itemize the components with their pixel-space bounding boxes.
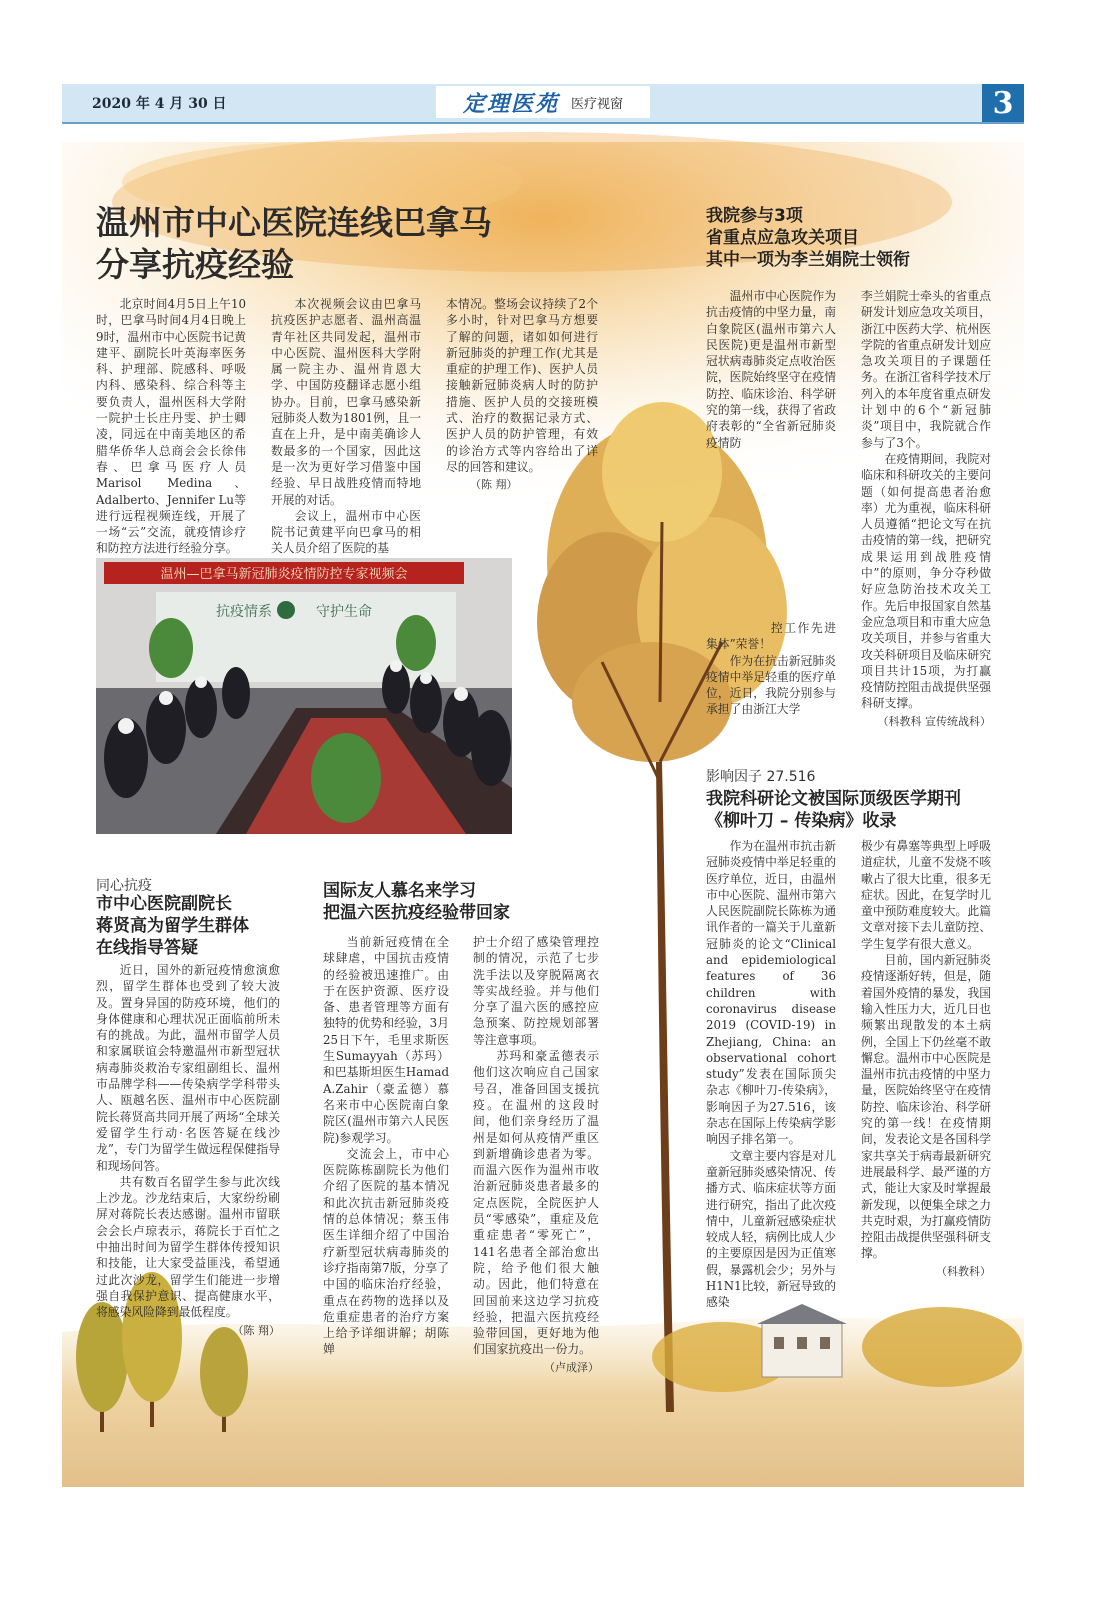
article3-kicker: 影响因子 27.516	[706, 769, 816, 785]
article3-column2: 极少有鼻塞等典型上呼吸道症状，儿童不发烧不咳嗽占了很大比重，很多无症状。因此，在复学时儿童中预防难度较大。此篇文章对接下去儿童防控、学生复学有很大意义。 目前，国内新冠肺炎疫情逐渐好转，但是，随着国外疫情的暴发，我国输入性压力大，近几日也频繁出现散发的本土病例，全国上下仍丝毫不敢懈怠。温州市中心医院是温州市抗击疫情的中坚力量，医院始终坚守在疫情防控、临床诊治、科学研究的第一线！在疫情期间，发表论文是各国科学家共享关于病毒最新研究进展最科学、最严谨的方式，能让大家及时掌握最新发现，以便集全球之力共克时艰，为打赢疫情防控阻击战提供坚强科研支撑。 （科教科）	[861, 838, 991, 1300]
article1-column1: 北京时间4月5日上午10时，巴拿马时间4月4日晚上9时，温州市中心医院书记黄建平、副院长叶英海率医务科、护理部、院感科、呼吸内科、感染科、综合科等主要负责人，温州医科大学附一院护士长庄丹雯、护士卿凌，同远在中南美地区的希腊华侨华人总商会会长徐伟春、巴拿马医疗人员Marisol Medina、Adalberto、Jennifer Lu等进行远程视频连线，开展了一场“云”交流，就疫情诊疗和防控方法进行经验分享。	[96, 297, 246, 556]
article2-title	[706, 205, 910, 271]
article5-column2: 护士介绍了感染管理控制的情况，示范了七步洗手法以及穿脱隔离衣等实战经验。并与他们分享了温六医的感控应急预案、防控规划部署等注意事项。 苏玛和豪孟德表示他们这次响应自己国家号召，准备回国支援抗疫。在温州的这段时间，他们亲身经历了温州是如何从疫情严重区到新增确诊患者为零。而温六医作为温州市收治新冠肺炎患者最多的定点医院，全院医护人员“零感染”，重症及危重症患者“零死亡”，141名患者全部治愈出院，给予他们很大触动。因此，他们特意在回国前来这边学习抗疫经验，把温六医抗疫经验带回国，更好地为他们国家抗疫出一份力。 （卢成泽）	[473, 934, 599, 1364]
article4-kicker: 同心抗疫	[96, 878, 152, 894]
page-number: 3	[982, 84, 1024, 122]
article4-title-line3: 在线指导答疑	[96, 938, 198, 958]
article5-title-line2: 把温六医抗疫经验带回家	[323, 903, 510, 923]
article1-title	[96, 202, 492, 286]
article3-title-line2: 《柳叶刀 – 传染病》收录	[706, 811, 897, 831]
article3-title	[706, 788, 961, 832]
article2-title-line2: 省重点应急攻关项目	[706, 228, 859, 248]
masthead	[436, 86, 650, 118]
masthead-logo: 定理医苑	[462, 90, 559, 117]
article4-title-line2: 蒋贤高为留学生群体	[96, 916, 249, 936]
article5-byline: （卢成泽）	[544, 1360, 599, 1374]
article1-title-line1: 温州市中心医院连线巴拿马	[96, 203, 492, 242]
section-name: 医疗视窗	[571, 96, 624, 112]
article1-column3: 本情况。整场会议持续了2个多小时，针对巴拿马方想要了解的问题，诸如如何进行新冠肺炎的护理工作(尤其是重症的护理工作)、医护人员接触新冠肺炎病人时的防护措施、医护人员的交接班模式、治疗的数据记录方式、医护人员的防护管理，有效的诊治方式等内容给出了详尽的回答和建议。 （陈 翔）	[446, 296, 598, 536]
hospital-emblem-icon	[277, 601, 295, 619]
article5-column1: 当前新冠疫情在全球肆虐，中国抗击疫情的经验被迅速推广。由于在医护资源、医疗设备、患者管理等方面有独特的优势和经验，3月25日下午，毛里求斯医生Sumayyah（苏玛）和巴基斯坦医生Hamad A.Zahir（豪孟德）慕名来市中心医院南白象院区(温州市第六人民医院)参观学习。 交流会上，市中心医院陈栋副院长为他们介绍了医院的基本情况和此次抗击新冠肺炎疫情的总体情况；蔡玉伟医生详细介绍了中国治疗新型冠状病毒肺炎的诊疗指南第7版，分享了中国的临床治疗经验，重点在药物的选择以及危重症患者的治疗方案上给予详细讲解；胡陈婵	[323, 935, 449, 1357]
photo-banner-text: 温州—巴拿马新冠肺炎疫情防控专家视频会	[160, 567, 408, 582]
article1-byline: （陈 翔）	[470, 478, 518, 492]
video-conference-photo	[96, 558, 512, 834]
article5-title-line1: 国际友人慕名来学习	[323, 881, 476, 901]
article3-byline: （科教科）	[936, 1264, 991, 1278]
tree-trunk	[656, 762, 674, 1412]
article2-title-line3: 其中一项为李兰娟院士领衔	[706, 250, 910, 270]
article2-column1-top: 温州市中心医院作为抗击疫情的中坚力量，南白象院区(温州市第六人民医院)更是温州市新型冠状病毒肺炎定点收治医院，医院始终坚守在疫情防控、临床诊治、科学研究的第一线，获得了省政府表彰的“全省新冠肺炎疫情防	[706, 289, 836, 450]
article4-body: 近日，国外的新冠疫情愈演愈烈，留学生群体也受到了较大波及。置身异国的防疫环境，他们的身体健康和心理状况正面临前所未有的挑战。为此，温州市留学人员和家属联谊会特邀温州市新型冠状病毒肺炎救治专家组副组长、温州市品牌学科——传染病学学科带头人、瓯越名医、温州市中心医院副院长蒋贤高共同开展了两场“全球关爱留学生行动·名医答疑在线沙龙”，专门为留学生做远程保健指导和现场问答。 共有数百名留学生参与此次线上沙龙。沙龙结束后，大家纷纷刷屏对蒋院长表达感谢。温州市留联会会长卢琼表示，蒋院长于百忙之中抽出时间为留学生群体传授知识和技能，让大家受益匪浅，希望通过此次沙龙，留学生们能进一步增强自我保护意识、提高健康水平，将感染风险降到最低程度。 （陈 翔）	[96, 962, 280, 1338]
article1-title-line2: 分享抗疫经验	[96, 245, 294, 284]
article4-byline: （陈 翔）	[232, 1323, 280, 1337]
header-rule	[62, 122, 1024, 124]
photo-wall-text-right: 守护生命	[316, 604, 372, 620]
article2-column1-bottom: 控工作先进集体”荣誉！ 作为在抗击新冠肺炎疫情中举足轻重的医疗单位，近日，我院分别参与承担了由浙江大学	[706, 621, 836, 717]
photo-wall-text-left: 抗疫情系	[216, 604, 272, 620]
article5-title	[323, 880, 510, 924]
article4-title	[96, 893, 249, 959]
article1-column2: 本次视频会议由巴拿马抗疫医护志愿者、温州高温青年社区共同发起，温州市中心医院、温州医科大学附属一院主办、温州肯恩大学、中国防疫翻译志愿小组协办。目前，巴拿马感染新冠肺炎人数为1801例，且一直在上升，是中南美确诊人数最多的一个国家，因此这是一次为更好学习借鉴中国经验、早日战胜疫情而特地开展的对话。 会议上，温州市中心医院书记黄建平向巴拿马的相关人员介绍了医院的基	[271, 297, 421, 556]
article2-title-line1: 我院参与3项	[706, 206, 803, 226]
article2-byline: （科教科 宣传统战科）	[877, 714, 991, 728]
article3-title-line1: 我院科研论文被国际顶级医学期刊	[706, 789, 961, 809]
article2-column2: 李兰娟院士牵头的省重点研发计划应急攻关项目，浙江中医药大学、杭州医学院的省重点研发计划应急攻关项目的子课题任务。在浙江省科学技术厅列入的本年度省重点研发计划中的6个“新冠肺炎”项目中，我院就合作参与了3个。 在疫情期间，我院对临床和科研攻关的主要问题（如何提高患者治愈率）尤为重视，临床科研人员遵循“把论文写在抗击疫情的第一线，把研究成果运用到战胜疫情中”的原则，争分夺秒做好应急防治技术攻关工作。先后申报国家自然基金应急项目和市重大应急攻关项目，并参与省重大攻关科研项目及临床研究项目共计15项，为打赢疫情防控阻击战提供坚强科研支撑。 （科教科 宣传统战科）	[861, 288, 991, 730]
issue-date: 2020 年 4 月 30 日	[92, 96, 227, 112]
article4-title-line1: 市中心医院副院长	[96, 894, 232, 914]
article3-column1: 作为在温州市抗击新冠肺炎疫情中举足轻重的医疗单位，近日，由温州市中心医院、温州市第六人民医院副院长陈栋为通讯作者的一篇关于儿童新冠肺炎的论文“Clinical and epidemiological features of 36 children with coronavirus disease 2019 (COVID-19) in Zhejiang, China: an observational cohort study”发表在国际顶尖杂志《柳叶刀-传染病》，影响因子为27.516，该杂志在国际上传染病学影响因子排名第一。 文章主要内容是对儿童新冠肺炎感染情况、传播方式、临床症状等方面进行研究，指出了此次疫情中，儿童新冠感染症状较成人轻，病例比成人少的主要原因是因为正值寒假，暴露机会少；另外与H1N1比较，新冠导致的感染	[706, 839, 836, 1310]
